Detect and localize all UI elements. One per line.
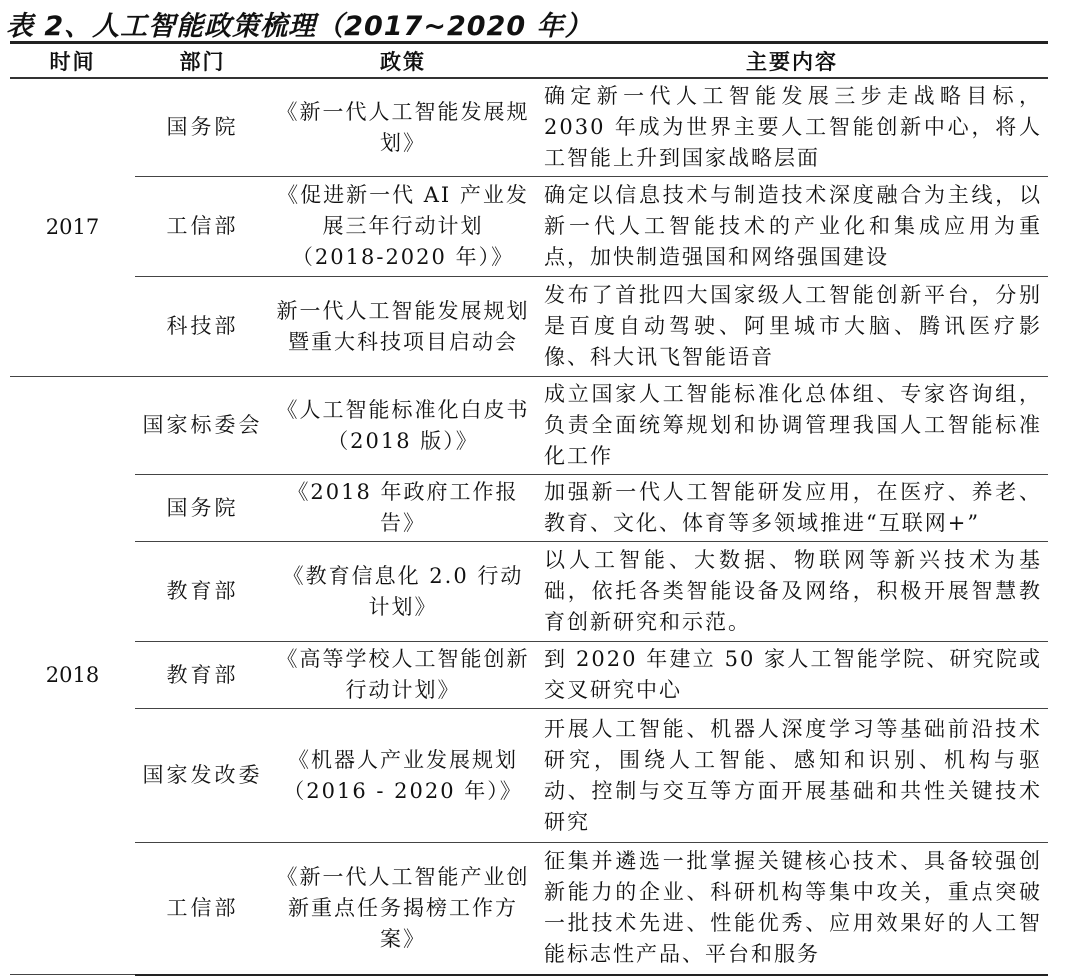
policy-table [10, 41, 1048, 976]
content-cell: 确定新一代人工智能发展三步走战略目标，2030 年成为世界主要人工智能创新中心，将人工智能上升到国家战略层面 [536, 78, 1048, 177]
policy-cell: 《促进新一代 AI 产业发展三年行动计划（2018-2020 年）》 [270, 177, 536, 277]
policy-cell: 《机器人产业发展规划（2016 - 2020 年）》 [270, 709, 536, 843]
table-title: 表 2、人工智能政策梳理（2017~2020 年） [6, 11, 593, 42]
content-cell: 确定以信息技术与制造技术深度融合为主线，以新一代人工智能技术的产业化和集成应用为重点，加快制造强国和网络强国建设 [536, 177, 1048, 277]
dept-cell: 科技部 [135, 277, 270, 377]
content-cell: 发布了首批四大国家级人工智能创新平台，分别是百度自动驾驶、阿里城市大脑、腾讯医疗影像、科大讯飞智能语音 [536, 277, 1048, 377]
table-row [10, 843, 1048, 975]
table-row [10, 377, 1048, 475]
header-row [10, 43, 1048, 79]
table-row [10, 78, 1048, 177]
dept-cell: 工信部 [135, 843, 270, 975]
content-cell: 到 2020 年建立 50 家人工智能学院、研究院或交叉研究中心 [536, 642, 1048, 709]
header-content: 主要内容 [536, 43, 1048, 79]
year-cell: 2017 [10, 78, 135, 377]
header-policy: 政策 [270, 43, 536, 79]
content-cell: 开展人工智能、机器人深度学习等基础前沿技术研究，围绕人工智能、感知和识别、机构与驱动、控制与交互等方面开展基础和共性关键技术研究 [536, 709, 1048, 843]
content-cell: 成立国家人工智能标准化总体组、专家咨询组，负责全面统筹规划和协调管理我国人工智能标准化工作 [536, 377, 1048, 475]
content-cell: 加强新一代人工智能研发应用，在医疗、养老、教育、文化、体育等多领域推进“互联网+” [536, 475, 1048, 542]
table-row [10, 475, 1048, 542]
policy-cell: 《人工智能标准化白皮书（2018 版）》 [270, 377, 536, 475]
dept-cell: 国务院 [135, 475, 270, 542]
policy-cell: 《新一代人工智能产业创新重点任务揭榜工作方案》 [270, 843, 536, 975]
table-row [10, 642, 1048, 709]
dept-cell: 教育部 [135, 642, 270, 709]
dept-cell: 工信部 [135, 177, 270, 277]
policy-cell: 新一代人工智能发展规划暨重大科技项目启动会 [270, 277, 536, 377]
policy-cell: 《教育信息化 2.0 行动计划》 [270, 542, 536, 642]
table-row [10, 709, 1048, 843]
dept-cell: 国务院 [135, 78, 270, 177]
year-cell: 2018 [10, 377, 135, 975]
header-dept: 部门 [135, 43, 270, 79]
table-row [10, 277, 1048, 377]
content-cell: 征集并遴选一批掌握关键核心技术、具备较强创新能力的企业、科研机构等集中攻关，重点突破一批技术先进、性能优秀、应用效果好的人工智能标志性产品、平台和服务 [536, 843, 1048, 975]
table-row [10, 177, 1048, 277]
table-row [10, 542, 1048, 642]
policy-cell: 《2018 年政府工作报告》 [270, 475, 536, 542]
dept-cell: 国家标委会 [135, 377, 270, 475]
policy-cell: 《新一代人工智能发展规划》 [270, 78, 536, 177]
dept-cell: 国家发改委 [135, 709, 270, 843]
dept-cell: 教育部 [135, 542, 270, 642]
content-cell: 以人工智能、大数据、物联网等新兴技术为基础，依托各类智能设备及网络，积极开展智慧教育创新研究和示范。 [536, 542, 1048, 642]
policy-cell: 《高等学校人工智能创新行动计划》 [270, 642, 536, 709]
header-time: 时间 [10, 43, 135, 79]
